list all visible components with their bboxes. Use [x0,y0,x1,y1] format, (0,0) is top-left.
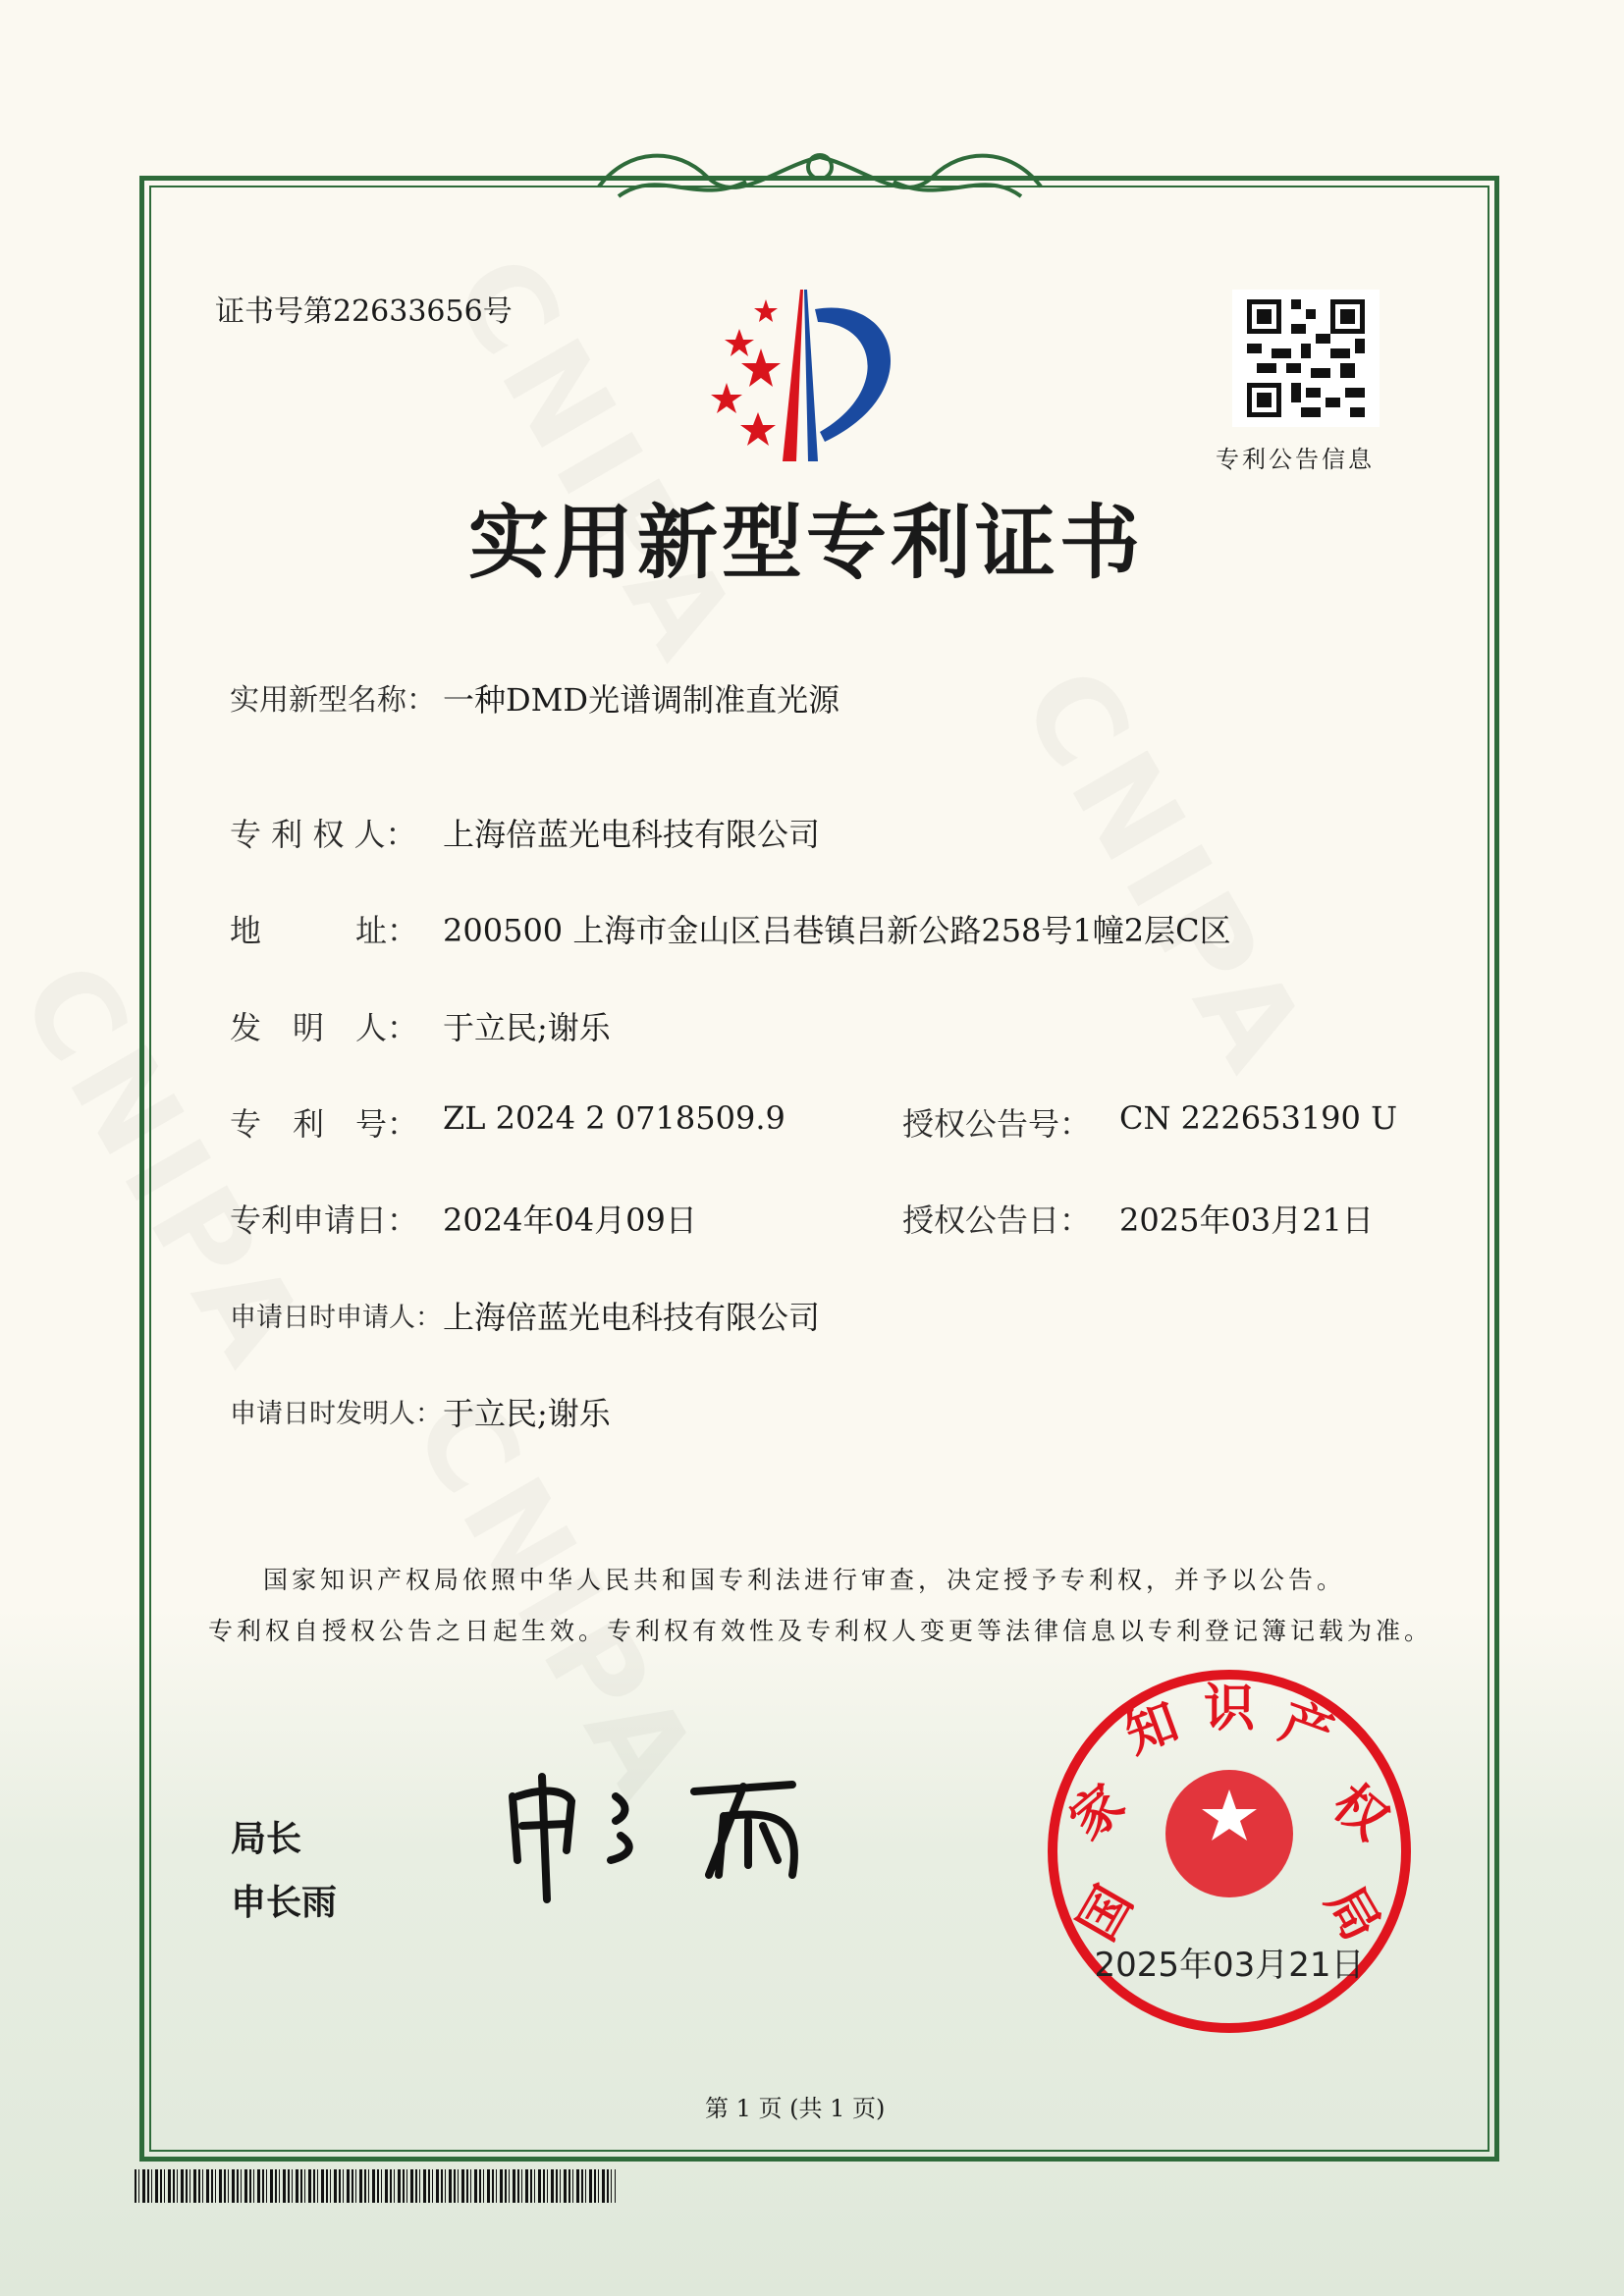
field-label-name: 实用新型名称： [230,683,436,718]
page-info: 第 1 页 (共 1 页) [705,2095,886,2122]
field-value-applicant-at-filing: 上海倍蓝光电科技有限公司 [443,1299,821,1336]
field-label-pub-date: 授权公告日： [902,1201,1092,1239]
field-label-address: 地 址： [230,912,419,949]
seal-char: 权 [1322,1773,1399,1852]
field-value-inventor-at-filing: 于立民;谢乐 [443,1395,611,1432]
signatory-title: 局长 [231,1819,302,1859]
field-value-patentee: 上海倍蓝光电科技有限公司 [443,816,821,853]
field-value-pub-date: 2025年03月21日 [1119,1201,1374,1239]
field-label-inventor-at-filing: 申请日时发明人： [230,1399,442,1429]
field-value-patent-no: ZL 2024 2 0718509.9 [443,1099,785,1137]
field-value-pub-no: CN 222653190 U [1119,1099,1398,1137]
notice-line: 国家知识产权局依照中华人民共和国专利法进行审查，决定授予专利权，并予以公告。 [263,1566,1346,1594]
signatory-name: 申长雨 [231,1883,338,1923]
official-seal [1045,1667,1414,2036]
seal-char: 知 [1117,1692,1187,1766]
field-label-applicant-at-filing: 申请日时申请人： [230,1303,442,1333]
qr-label: 专利公告信息 [1216,446,1375,473]
field-label-patentee: 专 利 权 人： [230,816,417,853]
seal-char: 家 [1058,1773,1136,1852]
field-label-patent-no: 专 利 号： [230,1105,419,1143]
qr-code[interactable] [1232,290,1380,427]
field-value-address: 200500 上海市金山区吕巷镇吕新公路258号1幢2层C区 [443,912,1231,949]
seal-char: 产 [1272,1692,1341,1766]
seal-char: 国 [1067,1876,1145,1951]
seal-date: 2025年03月21日 [1094,1946,1365,1985]
certificate-number: 证书号第22633656号 [215,294,513,329]
notice-line: 专利权自授权公告之日起生效。专利权有效性及专利权人变更等法律信息以专利登记簿记载为准。 [208,1617,1434,1645]
field-value-inventor: 于立民;谢乐 [443,1009,611,1046]
barcode [135,2169,616,2203]
seal-char: 识 [1203,1680,1256,1738]
cnipa-logo [702,285,938,471]
field-value-name: 一种DMD光谱调制准直光源 [443,681,840,719]
seal-char: 局 [1314,1876,1391,1951]
field-label-filing-date: 专利申请日： [230,1201,419,1239]
field-label-inventor: 发 明 人： [230,1009,419,1046]
signature [498,1767,841,1904]
page-title: 实用新型专利证书 [468,497,1145,590]
field-label-pub-no: 授权公告号： [902,1105,1092,1143]
ornament-top [589,137,1051,216]
field-value-filing-date: 2024年04月09日 [443,1201,697,1239]
